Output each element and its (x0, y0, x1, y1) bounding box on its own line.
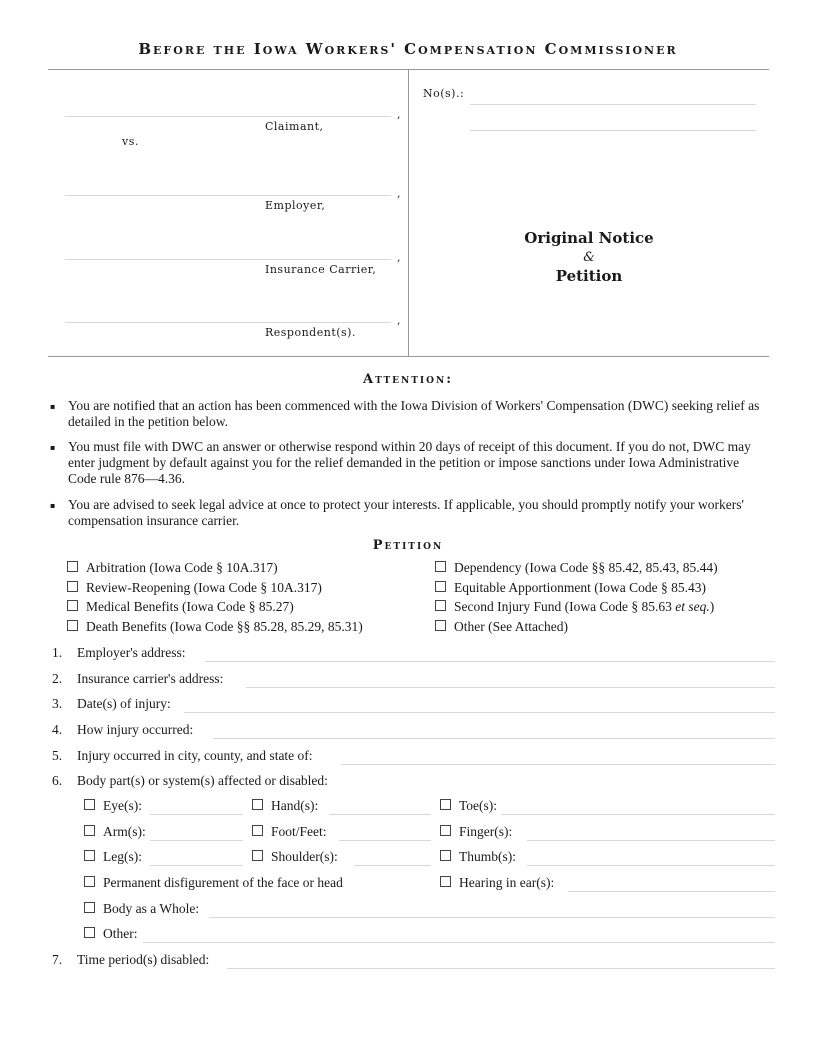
case-numbers-label: No(s).: (423, 87, 465, 100)
checkbox[interactable] (84, 927, 95, 938)
comma: , (397, 108, 401, 121)
respondents-label: Respondent(s). (265, 326, 356, 339)
petition-option-death-benefits[interactable]: Death Benefits (Iowa Code §§ 85.28, 85.29, 85.31) (67, 619, 363, 635)
how-injury-label: How injury occurred: (77, 722, 194, 737)
bullet-icon: ▪ (50, 501, 56, 510)
body-part-other[interactable]: Other: (84, 926, 138, 942)
body-part-shoulder[interactable]: Shoulder(s): (252, 849, 338, 865)
shoulder-field[interactable] (354, 865, 431, 866)
carrier-field[interactable] (65, 259, 391, 260)
checkbox[interactable] (84, 850, 95, 861)
question-number: 2. (52, 671, 63, 686)
petition-option-other[interactable]: Other (See Attached) (435, 619, 568, 635)
question-number: 6. (52, 773, 63, 788)
petition-option-dependency[interactable]: Dependency (Iowa Code §§ 85.42, 85.43, 85.44) (435, 560, 718, 576)
attention-item: You must file with DWC an answer or otherwise respond within 20 days of receipt of this document. If you do not, DWC may enter judgment by default against you for the relief demanded in the petition or impose sanctions under Iowa Administrative Code rule 876—4.36. (68, 439, 751, 486)
body-parts-label: Body part(s) or system(s) affected or disabled: (77, 773, 328, 788)
carrier-address-label: Insurance carrier's address: (77, 671, 224, 686)
employer-address-label: Employer's address: (77, 645, 186, 660)
toe-field[interactable] (501, 814, 775, 815)
case-number-field-2[interactable] (470, 130, 756, 131)
whole-body-field[interactable] (209, 917, 775, 918)
checkbox[interactable] (440, 850, 451, 861)
leg-field[interactable] (150, 865, 243, 866)
petition-option-medical-benefits[interactable]: Medical Benefits (Iowa Code § 85.27) (67, 599, 294, 615)
caption-bottom-rule (48, 356, 769, 357)
comma: , (397, 187, 401, 200)
checkbox[interactable] (435, 600, 446, 611)
petition-heading: Petition (372, 538, 444, 553)
body-part-arm[interactable]: Arm(s): (84, 824, 146, 840)
body-part-finger[interactable]: Finger(s): (440, 824, 512, 840)
checkbox[interactable] (67, 620, 78, 631)
employer-address-field[interactable] (205, 661, 775, 662)
question-number: 4. (52, 722, 63, 737)
other-field[interactable] (143, 942, 775, 943)
injury-date-field[interactable] (184, 712, 775, 713)
question-number: 5. (52, 748, 63, 763)
time-disabled-label: Time period(s) disabled: (77, 952, 210, 967)
hearing-field[interactable] (568, 891, 775, 892)
notice-line2: Petition (555, 267, 623, 285)
body-part-hand[interactable]: Hand(s): (252, 798, 318, 814)
body-part-thumb[interactable]: Thumb(s): (440, 849, 516, 865)
checkbox[interactable] (84, 902, 95, 913)
respondents-field[interactable] (65, 322, 391, 323)
employer-field[interactable] (65, 195, 391, 196)
body-part-toe[interactable]: Toe(s): (440, 798, 497, 814)
question-number: 1. (52, 645, 63, 660)
checkbox[interactable] (84, 799, 95, 810)
body-part-eye[interactable]: Eye(s): (84, 798, 142, 814)
body-part-foot[interactable]: Foot/Feet: (252, 824, 327, 840)
checkbox[interactable] (67, 561, 78, 572)
bullet-icon: ▪ (50, 402, 56, 411)
checkbox[interactable] (440, 876, 451, 887)
notice-line1: Original Notice (524, 229, 654, 247)
how-injury-field[interactable] (213, 738, 775, 739)
body-part-hearing[interactable]: Hearing in ear(s): (440, 875, 554, 891)
carrier-label: Insurance Carrier, (265, 263, 377, 276)
attention-heading: Attention: (362, 372, 454, 387)
question-number: 7. (52, 952, 63, 967)
notice-amp: & (583, 250, 595, 265)
checkbox[interactable] (67, 581, 78, 592)
eye-field[interactable] (150, 814, 243, 815)
injury-location-label: Injury occurred in city, county, and state of: (77, 748, 313, 763)
checkbox[interactable] (252, 850, 263, 861)
injury-date-label: Date(s) of injury: (77, 696, 171, 711)
attention-item: You are notified that an action has been commenced with the Iowa Division of Workers' Compensation (DWC) seeking relief as detailed in the petition below. (68, 398, 760, 429)
body-part-disfigurement[interactable]: Permanent disfigurement of the face or head (84, 875, 343, 891)
body-part-leg[interactable]: Leg(s): (84, 849, 142, 865)
arm-field[interactable] (150, 840, 243, 841)
checkbox[interactable] (435, 620, 446, 631)
finger-field[interactable] (527, 840, 775, 841)
body-part-whole[interactable]: Body as a Whole: (84, 901, 199, 917)
case-number-field-1[interactable] (470, 104, 756, 105)
checkbox[interactable] (440, 825, 451, 836)
checkbox[interactable] (252, 825, 263, 836)
petition-option-second-injury-fund[interactable]: Second Injury Fund (Iowa Code § 85.63 et seq.) (435, 599, 714, 615)
hand-field[interactable] (329, 814, 431, 815)
foot-field[interactable] (339, 840, 431, 841)
checkbox[interactable] (252, 799, 263, 810)
checkbox[interactable] (435, 561, 446, 572)
petition-option-arbitration[interactable]: Arbitration (Iowa Code § 10A.317) (67, 560, 278, 576)
attention-item: You are advised to seek legal advice at once to protect your interests. If applicable, you should promptly notify your workers' compensation insurance carrier. (68, 497, 744, 528)
bullet-icon: ▪ (50, 443, 56, 452)
comma: , (397, 251, 401, 264)
versus-label: vs. (122, 135, 139, 148)
checkbox[interactable] (67, 600, 78, 611)
carrier-address-field[interactable] (246, 687, 775, 688)
employer-label: Employer, (265, 199, 326, 212)
comma: , (397, 314, 401, 327)
petition-option-equitable-apportionment[interactable]: Equitable Apportionment (Iowa Code § 85.43) (435, 580, 706, 596)
checkbox[interactable] (84, 825, 95, 836)
claimant-field[interactable] (65, 116, 391, 117)
page-title: Before the Iowa Workers' Compensation Commissioner (138, 40, 678, 58)
claimant-label: Claimant, (265, 120, 324, 133)
checkbox[interactable] (84, 876, 95, 887)
time-disabled-field[interactable] (227, 968, 775, 969)
checkbox[interactable] (435, 581, 446, 592)
checkbox[interactable] (440, 799, 451, 810)
question-number: 3. (52, 696, 63, 711)
caption-divider (408, 70, 409, 356)
petition-option-review-reopening[interactable]: Review-Reopening (Iowa Code § 10A.317) (67, 580, 322, 596)
thumb-field[interactable] (527, 865, 775, 866)
injury-location-field[interactable] (341, 764, 775, 765)
original-notice-title (409, 229, 769, 286)
